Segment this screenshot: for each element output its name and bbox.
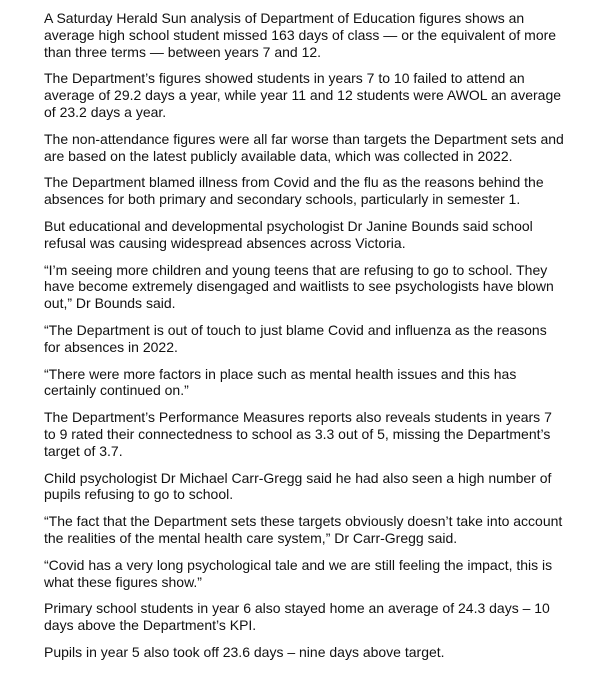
paragraph-bounds-quote-3: “There were more factors in place such as mental health issues and this has certainly continued on.” — [44, 365, 517, 399]
paragraph-bounds-quote-2: “The Department is out of touch to just blame Covid and influenza as the reasons for absences in 2022. — [44, 321, 547, 355]
paragraph-carr-gregg: Child psychologist Dr Michael Carr-Gregg said he had also seen a high number of pupils refusing to go to school. — [44, 469, 552, 503]
paragraph-year-5: Pupils in year 5 also took off 23.6 days – nine days above target. — [44, 643, 445, 660]
paragraph-years-7-12-figures: The Department’s figures showed students in years 7 to 10 failed to attend an average of 29.2 days a year, while year 11 and 12 students were AWOL an average of 23.2 days a year. — [44, 70, 562, 120]
paragraph-bounds-quote-1: “I’m seeing more children and young teens that are refusing to go to school. They have become extremely disengaged and waitlists to see psychologists have blown out,” Dr Bounds said. — [44, 261, 554, 312]
paragraph-connectedness: The Department’s Performance Measures reports also reveals students in years 7 to 9 rated their connectedness to school as 3.3 out of 5, missing the Department’s target of 3.7. — [44, 409, 552, 459]
paragraph-carr-gregg-quote-1: “The fact that the Department sets these targets obviously doesn’t take into account the realities of the mental health care system,” Dr Carr-Gregg said. — [44, 513, 563, 546]
paragraph-department-blame: The Department blamed illness from Covid and the flu as the reasons behind the absences for both primary and secondary schools, particularly in semester 1. — [44, 174, 544, 208]
article-body — [44, 10, 564, 671]
paragraph-targets: The non-attendance figures were all far worse than targets the Department sets and are based on the latest publicly available data, which was collected in 2022. — [44, 130, 564, 164]
paragraph-janine-bounds: But educational and developmental psychologist Dr Janine Bounds said school refusal was causing widespread absences across Victoria. — [44, 217, 533, 251]
paragraph-analysis-summary: A Saturday Herald Sun analysis of Department of Education figures shows an average high school student missed 163 days of class — or the equivalent of more than three terms — between years 7 and 12. — [44, 10, 557, 60]
paragraph-year-6: Primary school students in year 6 also stayed home an average of 24.3 days – 10 days above the Department’s KPI. — [44, 600, 550, 634]
paragraph-carr-gregg-quote-2: “Covid has a very long psychological tale and we are still feeling the impact, this is what these figures show.” — [44, 556, 553, 590]
